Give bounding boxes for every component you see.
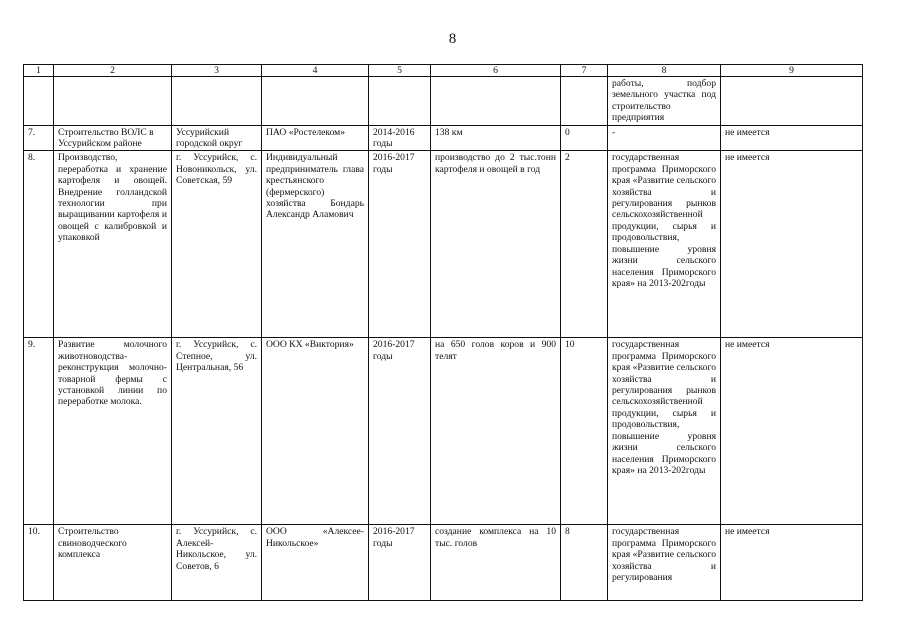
column-header-7: 7 [561,65,608,77]
investor-cell: ООО «Алексее-Никольское» [262,525,369,601]
row-number-cell: 10. [24,525,54,601]
period-cell: 2016-2017 годы [369,525,431,601]
table-row [24,338,863,525]
period-cell: 2016-2017 годы [369,338,431,525]
location-cell: г. Уссурийск, с. Новоникольск, ул. Советская, 59 [172,151,262,338]
table-row [24,525,863,601]
note-cell: не имеется [721,125,863,151]
column-header-9: 9 [721,65,863,77]
capacity-cell: на 650 голов коров и 900 телят [431,338,561,525]
capacity-cell: 138 км [431,125,561,151]
row-number-cell [24,77,54,126]
note-cell: не имеется [721,525,863,601]
jobs-cell: 8 [561,525,608,601]
row-number-cell: 9. [24,338,54,525]
capacity-cell: производство до 2 тыс.тонн картофеля и овощей в год [431,151,561,338]
project-name-cell: Производство, переработка и хранение картофеля и овощей. Внедрение голландской технологии при выращивании картофеля и овощей с калибровкой и упаковкой [54,151,172,338]
investor-cell: ООО КХ «Виктория» [262,338,369,525]
program-cell: государственная программа Приморского края «Развитие сельского хозяйства и регулирования [608,525,721,601]
project-name-cell: Строительство свиноводческого комплекса [54,525,172,601]
investor-cell: ПАО «Ростелеком» [262,125,369,151]
table-row [24,151,863,338]
capacity-cell [431,77,561,126]
column-header-2: 2 [54,65,172,77]
investor-cell [262,77,369,126]
header-row [24,65,863,77]
location-cell [172,77,262,126]
project-name-cell: Строительство ВОЛС в Уссурийском районе [54,125,172,151]
period-cell [369,77,431,126]
program-cell: работы, подбор земельного участка под строительство предприятия [608,77,721,126]
location-cell: г. Уссурийск, с. Алексей-Никольское, ул. Советов, 6 [172,525,262,601]
program-cell: - [608,125,721,151]
row-number-cell: 7. [24,125,54,151]
column-header-5: 5 [369,65,431,77]
jobs-cell: 0 [561,125,608,151]
jobs-cell: 10 [561,338,608,525]
column-header-3: 3 [172,65,262,77]
note-cell [721,77,863,126]
table-row [24,77,863,126]
column-header-1: 1 [24,65,54,77]
capacity-cell: создание комплекса на 10 тыс. голов [431,525,561,601]
column-header-8: 8 [608,65,721,77]
location-cell: Уссурийский городской округ [172,125,262,151]
page-number: 8 [448,31,457,47]
period-cell: 2016-2017 годы [369,151,431,338]
column-header-6: 6 [431,65,561,77]
note-cell: не имеется [721,151,863,338]
investment-projects-table [23,64,863,601]
table-row [24,125,863,151]
location-cell: г. Уссурийск, с. Степное, ул. Центральная, 56 [172,338,262,525]
jobs-cell [561,77,608,126]
jobs-cell: 2 [561,151,608,338]
project-name-cell [54,77,172,126]
column-header-4: 4 [262,65,369,77]
row-number-cell: 8. [24,151,54,338]
note-cell: не имеется [721,338,863,525]
period-cell: 2014-2016 годы [369,125,431,151]
program-cell: государственная программа Приморского края «Развитие сельского хозяйства и регулирования рынков сельскохозяйственной продукции, сырья и продовольствия, повышение уровня жизни сельского населения Приморского края» на 2013-202годы [608,151,721,338]
program-cell: государственная программа Приморского края «Развитие сельского хозяйства и регулирования рынков сельскохозяйственной продукции, сырья и продовольствия, повышение уровня жизни сельского населения Приморского края» на 2013-202годы [608,338,721,525]
project-name-cell: Развитие молочного животноводства-реконструкция молочно-товарной фермы с установкой линии по переработке молока. [54,338,172,525]
investor-cell: Индивидуальный предприниматель глава крестьянского (фермерского) хозяйства Бондарь Александр Аламович [262,151,369,338]
